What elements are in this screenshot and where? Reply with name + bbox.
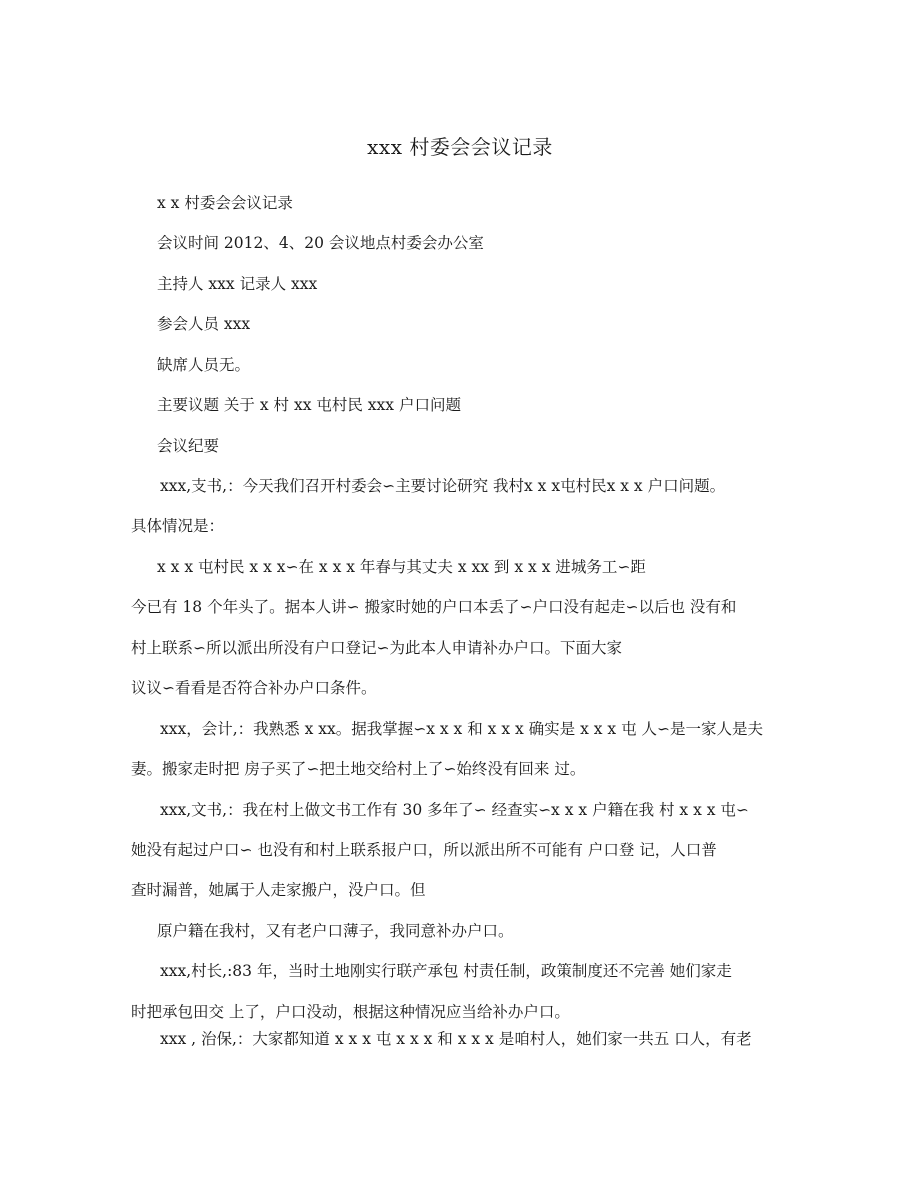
host-recorder-line: 主持人 xxx 记录人 xxx <box>157 275 318 293</box>
body-line: 具体情况是： <box>131 517 225 535</box>
document-title: xxx 村委会会议记录 <box>367 135 553 159</box>
body-line: 议议∽看看是否符合补办户口条件。 <box>131 679 377 697</box>
main-topic-line: 主要议题 关于 x 村 xx 屯村民 xxx 户口问题 <box>157 396 461 414</box>
body-line: xxx , 治保,：大家都知道 x x x 屯 x x x 和 x x x 是咱村人，她们家一共五 口人，有老 <box>160 1030 752 1048</box>
body-line: xxx，会计,：我熟悉 x xx。据我掌握∽x x x 和 x x x 确实是 x x x 屯 人∽是一家人是夫 <box>160 720 764 738</box>
absentees-line: 缺席人员无。 <box>157 356 251 374</box>
body-line: xxx,文书,：我在村上做文书工作有 30 多年了∽ 经查实∽x x x 户籍在我 村 x x x 屯∽ <box>160 801 749 819</box>
minutes-heading: 会议纪要 <box>157 437 220 455</box>
body-line: 原户籍在我村，又有老户口薄子，我同意补办户口。 <box>157 922 514 940</box>
meeting-time-line: 会议时间 2012、4、20 会议地点村委会办公室 <box>157 234 484 252</box>
body-line: 今已有 18 个年头了。据本人讲∽ 搬家时她的户口本丢了∽户口没有起走∽以后也 没有和 <box>131 598 737 616</box>
body-line: 妻。搬家走时把 房子买了∽把土地交给村上了∽始终没有回来 过。 <box>131 760 586 778</box>
body-line: x x x 屯村民 x x x∽在 x x x 年春与其丈夫 x xx 到 x x x 进城务工∽距 <box>157 558 646 576</box>
header-line-1: x x 村委会会议记录 <box>157 194 293 212</box>
body-line: xxx,村长,:83 年，当时土地刚实行联产承包 村责任制，政策制度还不完善 她们家走 <box>160 962 732 980</box>
body-line: xxx,支书,：今天我们召开村委会∽主要讨论研究 我村x x x屯村民x x x 户口问题。 <box>160 477 726 495</box>
body-line: 村上联系∽所以派出所没有户口登记∽为此本人申请补办户口。下面大家 <box>131 639 622 657</box>
body-line: 时把承包田交 上了，户口没动，根据这种情况应当给补办户口。 <box>131 1003 570 1021</box>
body-line: 她没有起过户口∽ 也没有和村上联系报户口，所以派出所不可能有 户口登 记，人口普 <box>131 841 717 859</box>
attendees-line: 参会人员 xxx <box>157 315 251 333</box>
body-line: 查时漏普，她属于人走家搬户，没户口。但 <box>131 881 426 899</box>
